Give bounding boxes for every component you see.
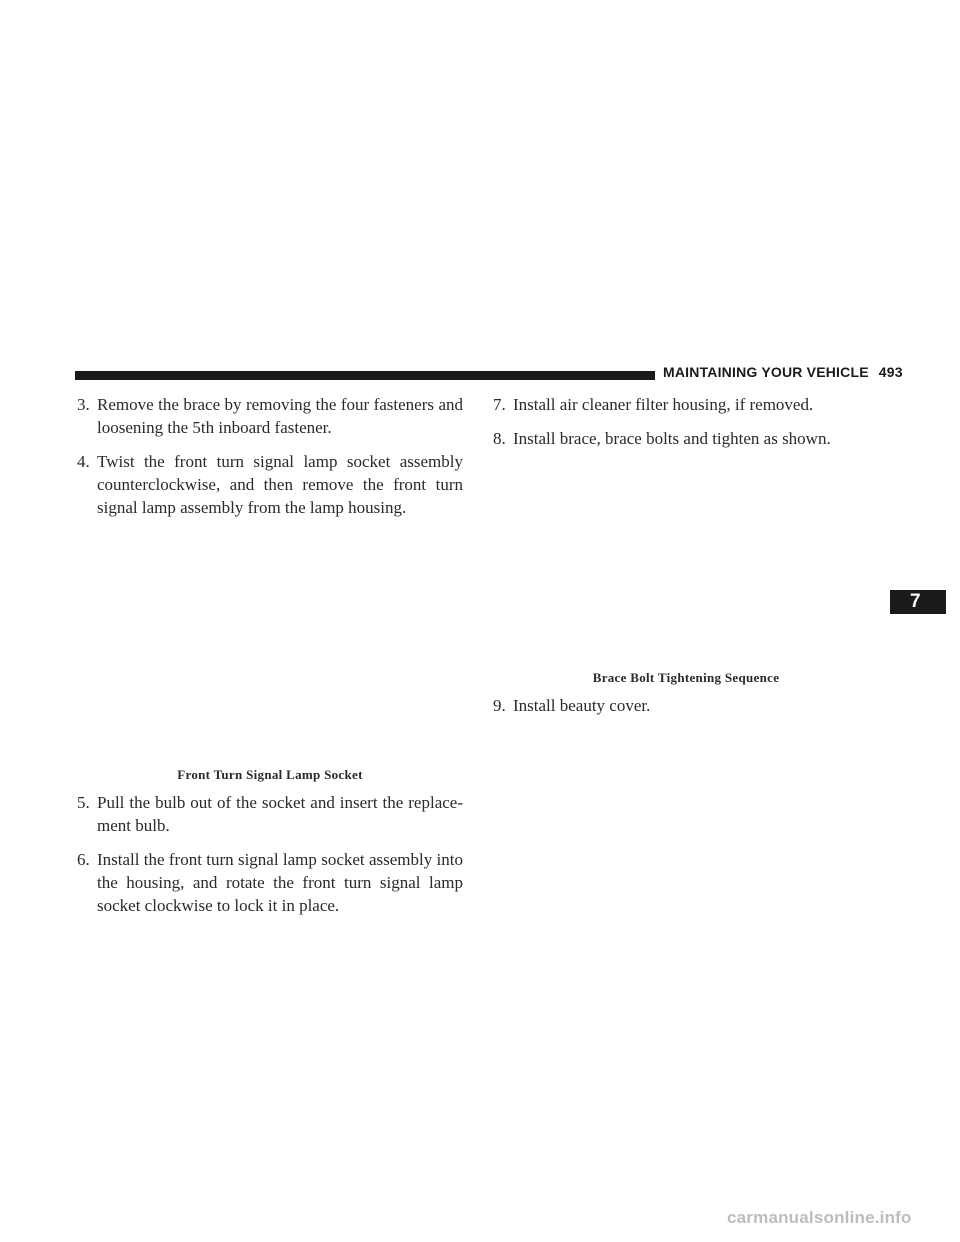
step-text: Install brace, brace bolts and tighten as shown. bbox=[513, 429, 831, 448]
step-number: 3. bbox=[77, 395, 90, 414]
header-rule bbox=[75, 371, 655, 380]
step-number: 6. bbox=[77, 850, 90, 869]
step-text: Remove the brace by removing the four fasteners and loosening the 5th inboard fastener. bbox=[97, 395, 463, 437]
step-3 bbox=[77, 393, 463, 439]
step-text: Install air cleaner filter housing, if removed. bbox=[513, 395, 814, 414]
step-text: Twist the front turn signal lamp socket assembly counterclockwise, and then remove the front turn signal lamp assembly from the lamp housing. bbox=[97, 452, 463, 517]
step-7 bbox=[493, 393, 879, 416]
section-title: MAINTAINING YOUR VEHICLE bbox=[663, 364, 869, 380]
step-number: 9. bbox=[493, 696, 506, 715]
step-text: Install the front turn signal lamp socket assembly into the housing, and rotate the front turn signal lamp socket clockwise to lock it in place. bbox=[97, 850, 463, 915]
step-9 bbox=[493, 694, 879, 717]
left-column bbox=[77, 393, 463, 928]
step-8 bbox=[493, 427, 879, 450]
chapter-tab bbox=[890, 590, 946, 614]
page-number: 493 bbox=[878, 364, 903, 380]
step-6 bbox=[77, 848, 463, 917]
figure-front-turn-signal-lamp-socket bbox=[77, 530, 463, 767]
running-header bbox=[663, 364, 903, 380]
right-column bbox=[493, 393, 879, 728]
step-number: 4. bbox=[77, 452, 90, 471]
step-number: 7. bbox=[493, 395, 506, 414]
step-text: Pull the bulb out of the socket and insert the replacement bulb. bbox=[97, 793, 463, 835]
step-5 bbox=[77, 791, 463, 837]
step-number: 8. bbox=[493, 429, 506, 448]
watermark-link[interactable]: carmanualsonline.info bbox=[727, 1208, 912, 1227]
figure-brace-bolt-tightening-sequence bbox=[493, 461, 879, 670]
figure-caption: Brace Bolt Tightening Sequence bbox=[592, 670, 780, 685]
step-number: 5. bbox=[77, 793, 90, 812]
step-text: Install beauty cover. bbox=[513, 696, 651, 715]
figure-caption: Front Turn Signal Lamp Socket bbox=[177, 767, 363, 782]
chapter-number: 7 bbox=[910, 591, 921, 612]
step-4 bbox=[77, 450, 463, 519]
